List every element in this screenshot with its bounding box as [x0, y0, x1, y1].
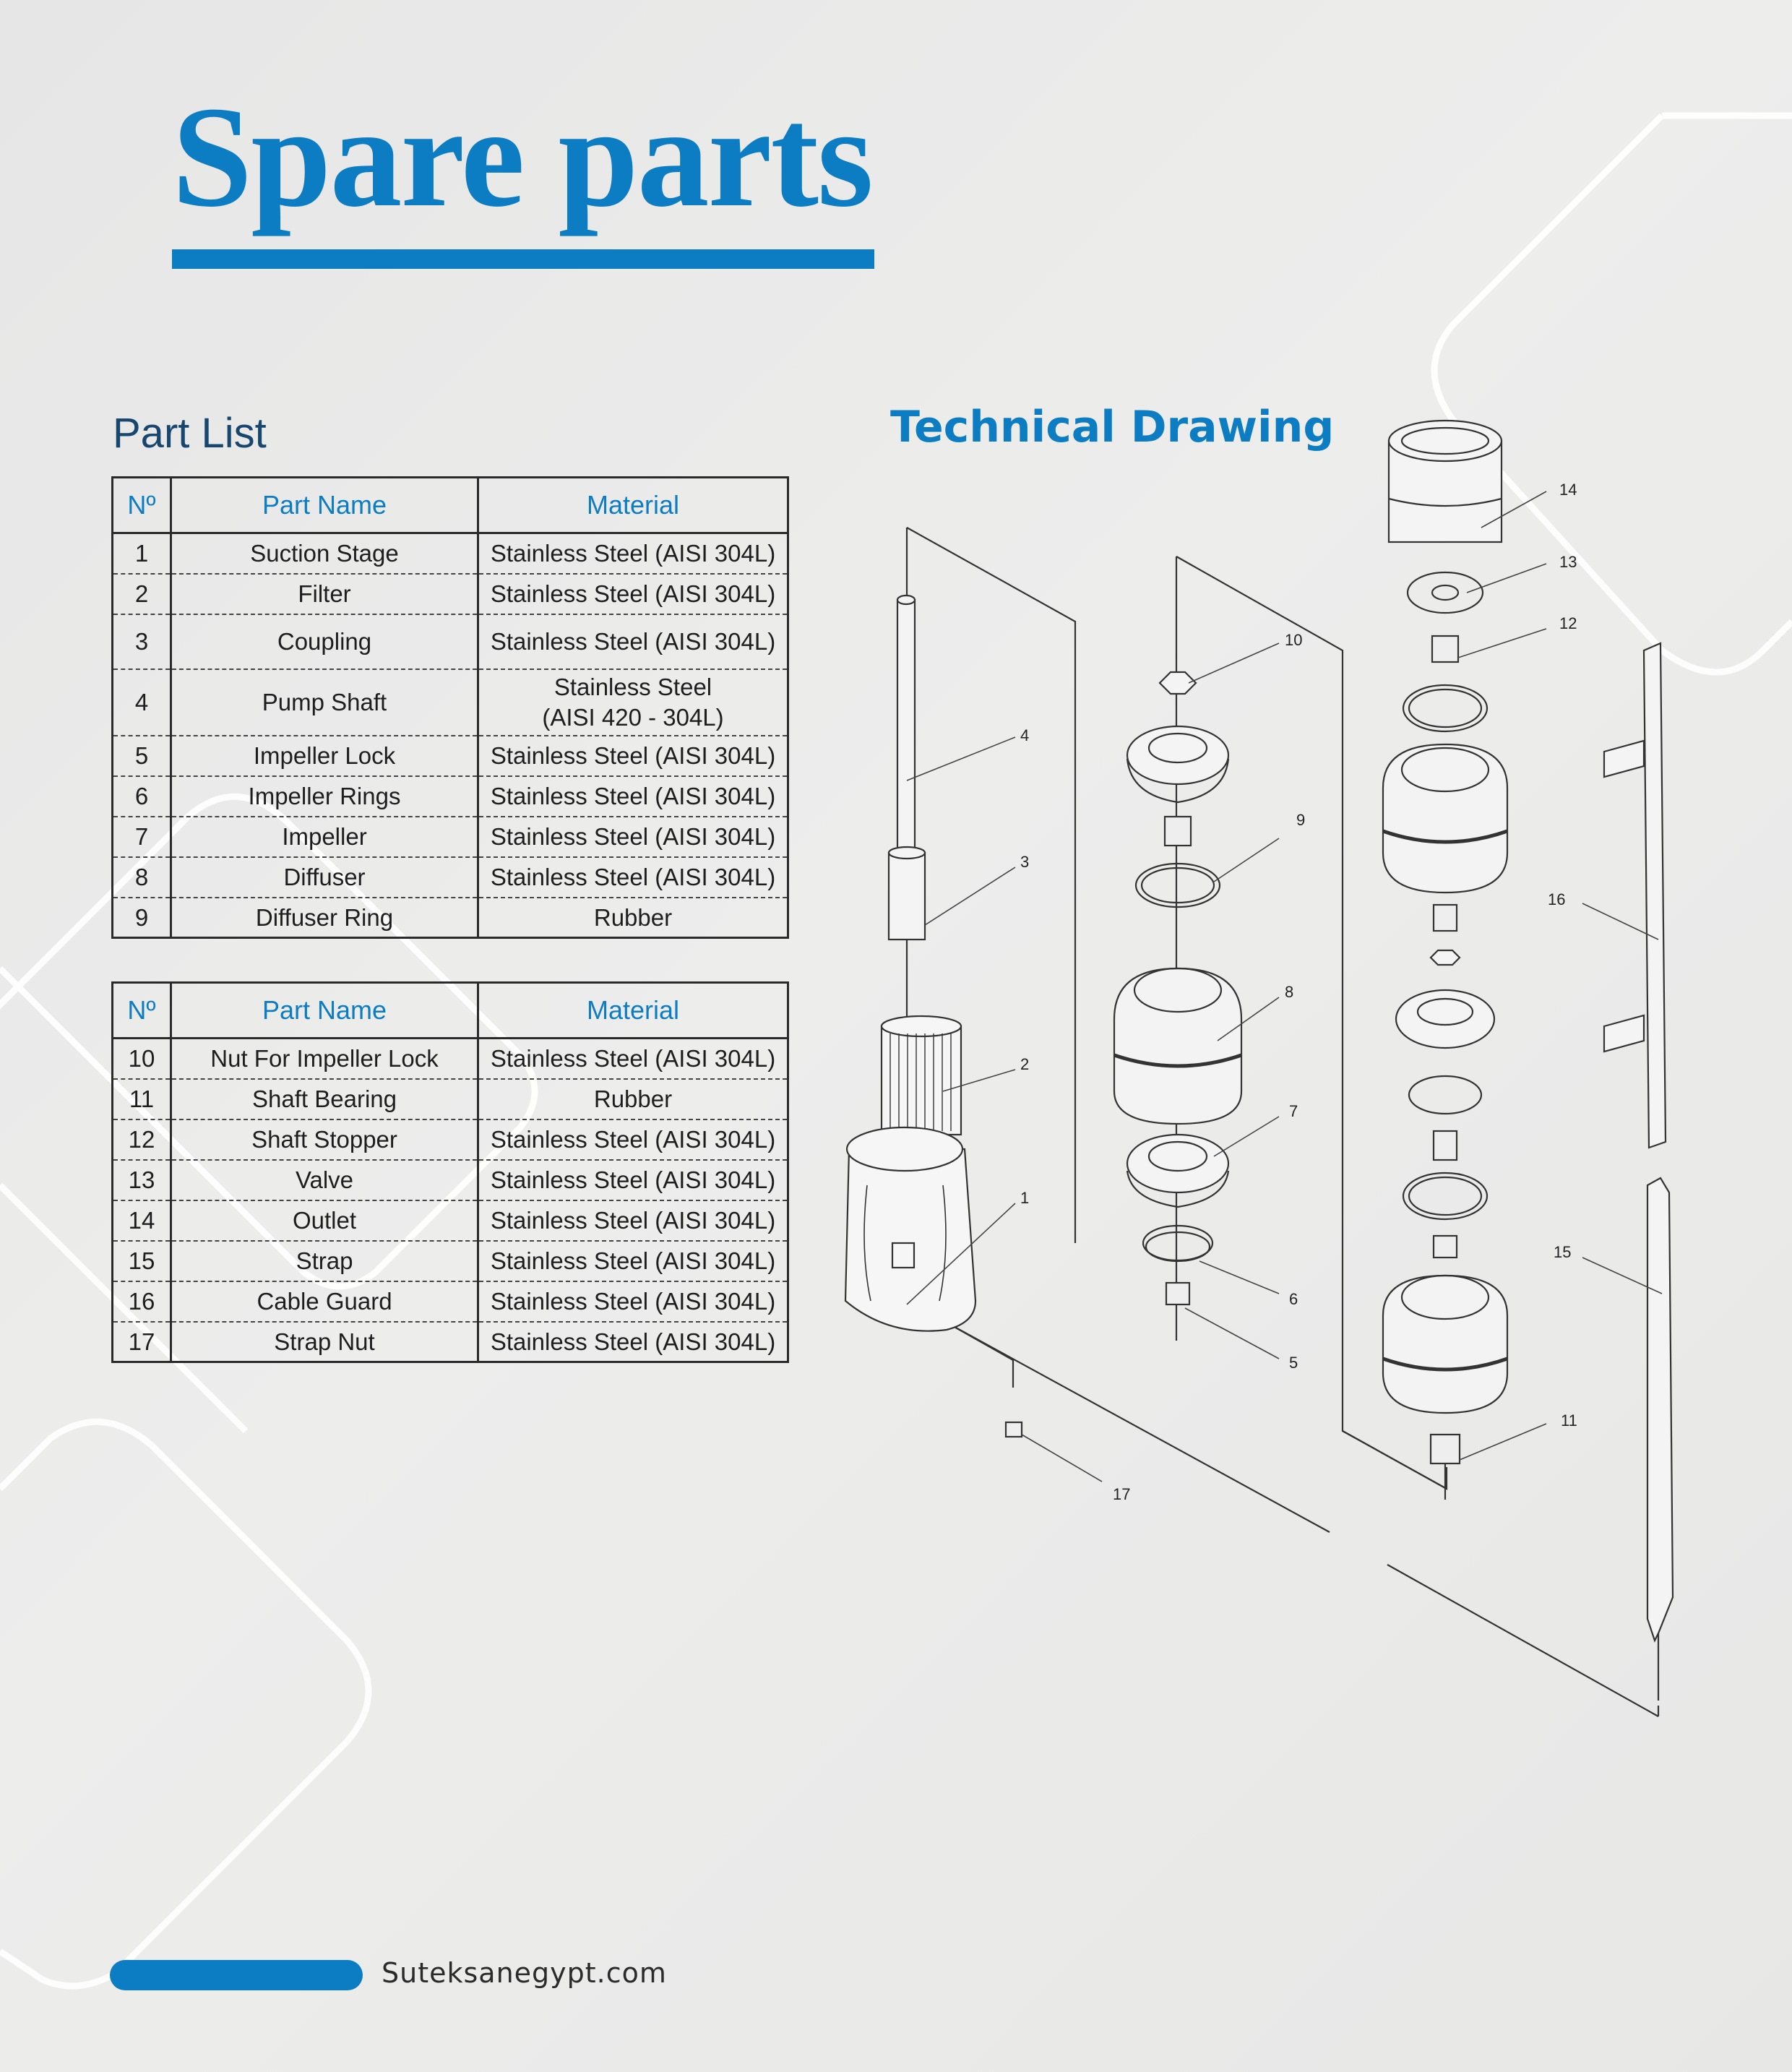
- cell-material: Stainless Steel (AISI 304L): [478, 1322, 788, 1362]
- table-row: [113, 817, 788, 857]
- cell-no: 17: [113, 1322, 171, 1362]
- table-row: [113, 1241, 788, 1281]
- header-part-name: Part Name: [171, 983, 478, 1039]
- cell-part-name: Impeller Lock: [171, 736, 478, 776]
- table-row: [113, 669, 788, 736]
- table-row: [113, 736, 788, 776]
- table-row: [113, 1079, 788, 1119]
- cell-material: Stainless Steel (AISI 304L): [478, 1039, 788, 1079]
- table-row: [113, 1281, 788, 1322]
- page-title: Spare parts: [172, 77, 872, 237]
- cell-material: Stainless Steel (AISI 420 - 304L): [478, 669, 788, 736]
- cell-no: 3: [113, 614, 171, 669]
- cell-material: Stainless Steel (AISI 304L): [478, 533, 788, 574]
- drawing-label-13: 13: [1559, 553, 1577, 571]
- table-row: [113, 1160, 788, 1200]
- cell-part-name: Impeller: [171, 817, 478, 857]
- table-row: [113, 857, 788, 898]
- cell-part-name: Valve: [171, 1160, 478, 1200]
- cell-material: Stainless Steel (AISI 304L): [478, 857, 788, 898]
- cell-part-name: Strap: [171, 1241, 478, 1281]
- cell-no: 5: [113, 736, 171, 776]
- cell-material: Stainless Steel (AISI 304L): [478, 614, 788, 669]
- cell-no: 11: [113, 1079, 171, 1119]
- cell-material: Stainless Steel (AISI 304L): [478, 817, 788, 857]
- header-no: Nº: [113, 478, 171, 533]
- drawing-label-6: 6: [1289, 1290, 1298, 1308]
- cell-material: Stainless Steel (AISI 304L): [478, 1200, 788, 1241]
- cell-material: Rubber: [478, 898, 788, 938]
- cell-material: Stainless Steel (AISI 304L): [478, 776, 788, 817]
- cell-no: 10: [113, 1039, 171, 1079]
- drawing-label-15: 15: [1554, 1243, 1572, 1261]
- drawing-label-17: 17: [1113, 1485, 1131, 1503]
- cell-no: 2: [113, 574, 171, 614]
- cell-no: 4: [113, 669, 171, 736]
- drawing-label-5: 5: [1289, 1354, 1298, 1372]
- drawing-label-1: 1: [1020, 1189, 1030, 1207]
- drawing-label-2: 2: [1020, 1055, 1030, 1073]
- cell-part-name: Strap Nut: [171, 1322, 478, 1362]
- table-row: [113, 1039, 788, 1079]
- cell-part-name: Diffuser: [171, 857, 478, 898]
- part-list-table-2: [111, 981, 789, 1363]
- table-row: [113, 776, 788, 817]
- cell-part-name: Pump Shaft: [171, 669, 478, 736]
- drawing-label-4: 4: [1020, 726, 1030, 744]
- table-row: [113, 533, 788, 574]
- cell-part-name: Impeller Rings: [171, 776, 478, 817]
- cell-no: 12: [113, 1119, 171, 1160]
- drawing-label-16: 16: [1548, 890, 1566, 908]
- header-material: Material: [478, 983, 788, 1039]
- cell-material: Stainless Steel (AISI 304L): [478, 1241, 788, 1281]
- exploded-pump-drawing: [831, 419, 1698, 1734]
- cell-no: 6: [113, 776, 171, 817]
- cell-part-name: Coupling: [171, 614, 478, 669]
- cell-no: 15: [113, 1241, 171, 1281]
- header-no: Nº: [113, 983, 171, 1039]
- cell-no: 9: [113, 898, 171, 938]
- title-underline: [172, 249, 874, 269]
- header-material: Material: [478, 478, 788, 533]
- table-row: [113, 614, 788, 669]
- cell-material: Stainless Steel (AISI 304L): [478, 736, 788, 776]
- cell-no: 13: [113, 1160, 171, 1200]
- drawing-label-9: 9: [1296, 811, 1306, 829]
- header-part-name: Part Name: [171, 478, 478, 533]
- cell-part-name: Shaft Bearing: [171, 1079, 478, 1119]
- cell-part-name: Shaft Stopper: [171, 1119, 478, 1160]
- cell-part-name: Outlet: [171, 1200, 478, 1241]
- footer-accent-bar: [110, 1960, 363, 1990]
- table-row: [113, 1200, 788, 1241]
- part-list-table-1: [111, 476, 789, 939]
- drawing-label-14: 14: [1559, 481, 1577, 499]
- cell-part-name: Cable Guard: [171, 1281, 478, 1322]
- cell-part-name: Diffuser Ring: [171, 898, 478, 938]
- cell-part-name: Nut For Impeller Lock: [171, 1039, 478, 1079]
- drawing-label-8: 8: [1285, 983, 1294, 1001]
- table-row: [113, 1322, 788, 1362]
- drawing-label-10: 10: [1285, 631, 1303, 649]
- technical-drawing-heading: Technical Drawing: [890, 402, 1335, 452]
- footer-website: Suteksanegypt.com: [382, 1957, 667, 1989]
- drawing-label-12: 12: [1559, 614, 1577, 632]
- cell-part-name: Filter: [171, 574, 478, 614]
- cell-material: Stainless Steel (AISI 304L): [478, 1281, 788, 1322]
- table-row: [113, 898, 788, 938]
- cell-no: 1: [113, 533, 171, 574]
- cell-part-name: Suction Stage: [171, 533, 478, 574]
- cell-material: Rubber: [478, 1079, 788, 1119]
- cell-material: Stainless Steel (AISI 304L): [478, 1119, 788, 1160]
- drawing-label-7: 7: [1289, 1102, 1298, 1120]
- table-row: [113, 574, 788, 614]
- cell-no: 14: [113, 1200, 171, 1241]
- table-row: [113, 1119, 788, 1160]
- cell-no: 16: [113, 1281, 171, 1322]
- cell-no: 7: [113, 817, 171, 857]
- cell-no: 8: [113, 857, 171, 898]
- drawing-label-11: 11: [1561, 1411, 1577, 1430]
- cell-material: Stainless Steel (AISI 304L): [478, 574, 788, 614]
- drawing-label-3: 3: [1020, 853, 1030, 871]
- cell-material: Stainless Steel (AISI 304L): [478, 1160, 788, 1200]
- part-list-heading: Part List: [113, 410, 267, 457]
